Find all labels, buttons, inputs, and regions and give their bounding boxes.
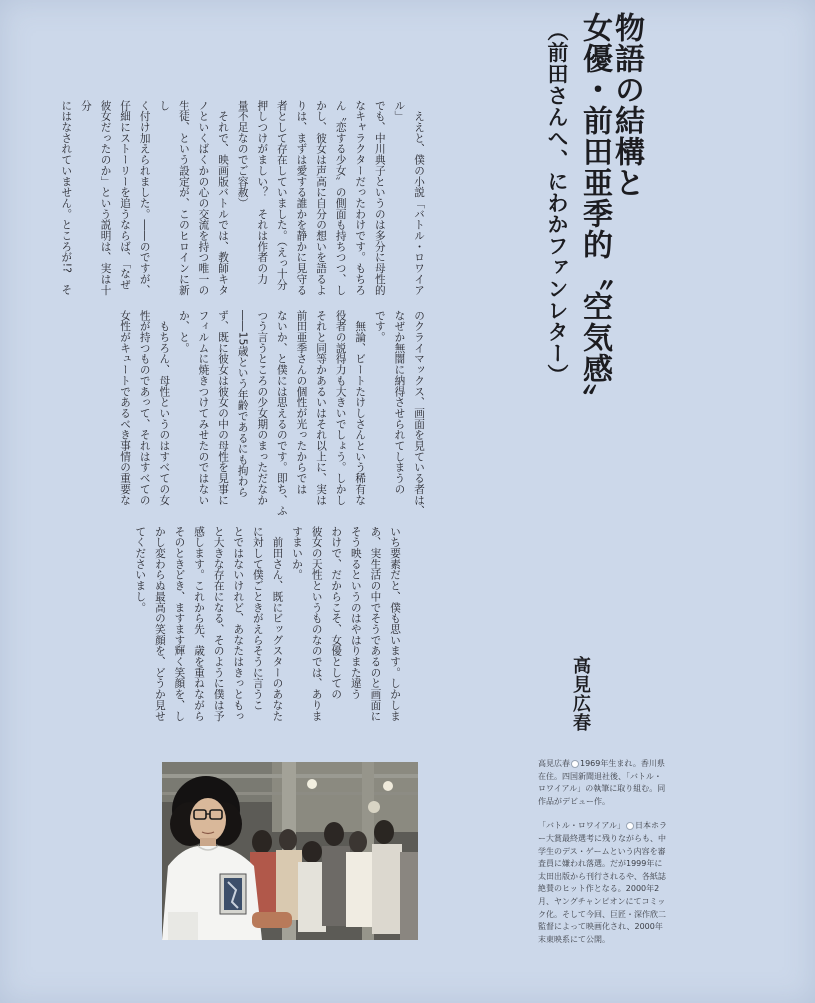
bio-novel-paragraph [538, 820, 668, 946]
bio-author-text: 1969年生まれ。香川県在住。四国新聞退社後、「バトル・ロワイアル」の執筆に取り組む。同作品がデビュー作。 [538, 759, 666, 806]
bio-novel-head: 「バトル・ロワイアル」 [538, 821, 626, 831]
author-photo [162, 762, 418, 940]
body-column-middle: のクライマックス、画面を見ている者は、 なぜか無闇に納得させられてしまうの です。 無論、ビートたけしさんという稀有な 役者の説得力も大きいでしょう。しかし それと同等かあるいはそれ以上に、実は 前田亜季さんの個性が光ったからでは ないか、と僕には思えるのです。即ち、ふ つう言うところの少女期のまっただなか ――15歳という年齢であるにも拘わら ず、既に彼女は彼女の中の母性を見事に フィルムに焼きつけてみせたのではない か、と。 もちろん、母性というのはすべての女 性が持つものであって、それはすべての 女性がキュートであるべき事情の重要な [119, 310, 425, 517]
body-column-lower: いち要素だと、僕も思います。しかしま あ、実生活の中でそうであるのと画面に そう映るというのはやはりまた違う わけで、だからこそ、女優としての 彼女の天性というものなのでは、ありま すまいか。 前田さん、既にビッグスターのあなた に対して僕ごときがえらそうに言うこ とではないけれど、あなたはきっともっ と大きな存在になる、そのように僕は予 感します。これから先、歳を重ねながら そのときどき、ますます輝く笑顔を、し かし変わらぬ最高の笑顔を、どうか見せ てくださいまし。 [134, 526, 401, 722]
article-title: 物語の結構と 女優・前田亜季的〝空気感〟 [577, 12, 644, 415]
bio-author-head: 高見広春 [538, 759, 570, 768]
author-name: 高見広春 [570, 656, 591, 732]
bio-novel-text: 日本ホラー大賞最終選考に残りながらも、中学生のデス・ゲームという内容を審査員に嫌われ落選。だが1999年に太田出版から刊行されるや、各紙誌絶賛のヒット作となる。2000年2月、ヤングチャンピオンにてコミック化。そして今回、巨匠・深作欣二監督によって映画化され、2000年末東映系にて公開。 [538, 821, 668, 944]
body-column-upper-1: ええと、僕の小説「バトル・ロワイアル」 でも、中川典子というのは多分に母性的 なキャラクターだったわけです。もちろ ん〝恋する少女〟の側面も持ちつつ、し かし、彼女は声高に自分の想いを語るよ りは、まずは愛する誰かを静かに見守る 者として存在していました。（えっ十分 押しつけがましい？ それは作者の力 量不足なのでご容赦） それで、映画版バトルでは、教師キタ ノといくばくかの心の交流を持つ唯一の 生徒、という設定が、このヒロインに新し く付け加えられました。――のですが、 仔細にストーリーを追うならば、「なぜ 彼女だったのか」という説明は、実は十分 にはなされていません。ところが!? そ [60, 100, 425, 296]
author-bio [538, 758, 668, 958]
bullet-icon [571, 760, 579, 768]
bio-author-paragraph [538, 758, 668, 808]
article-subtitle: （前田さんへ、にわかファンレター） [545, 20, 569, 386]
photo-illustration [162, 762, 418, 940]
bullet-icon [626, 822, 634, 830]
